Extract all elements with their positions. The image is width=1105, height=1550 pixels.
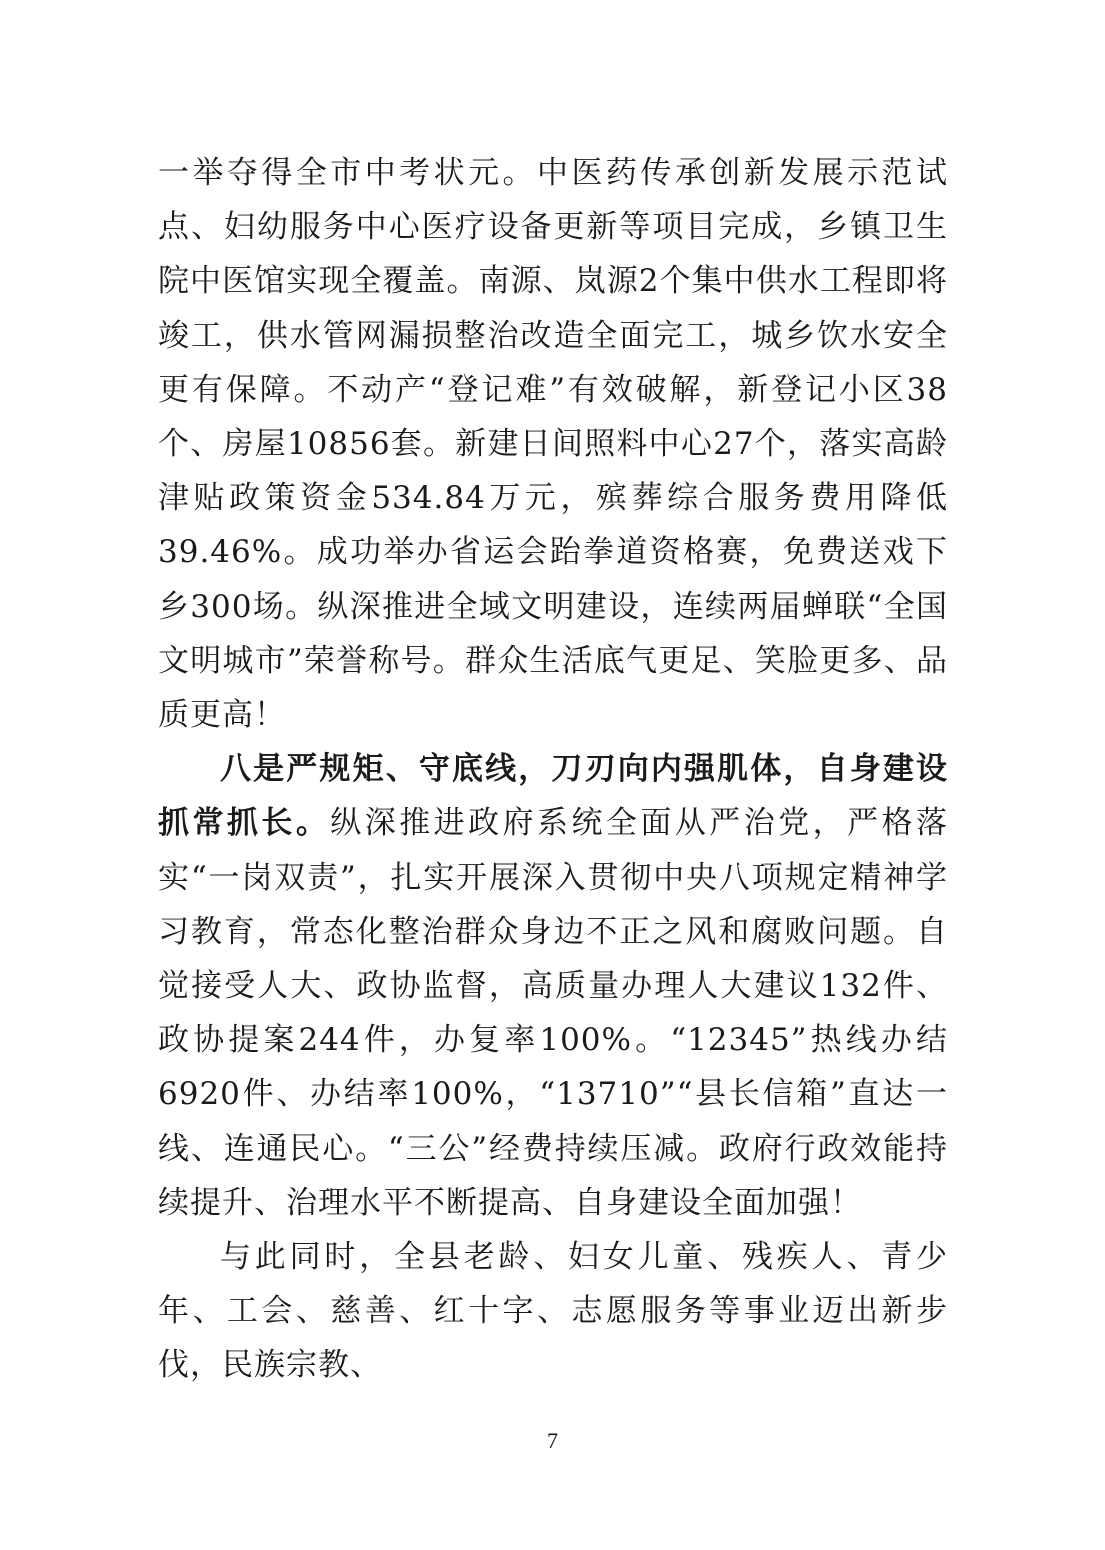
body-text <box>158 146 948 1393</box>
paragraph-1-text: 一举夺得全市中考状元。中医药传承创新发展示范试点、妇幼服务中心医疗设备更新等项目完成，乡镇卫生院中医馆实现全覆盖。南源、岚源2个集中供水工程即将竣工，供水管网漏损整治改造全面完工，城乡饮水安全更有保障。不动产“登记难”有效破解，新登记小区38个、房屋10856套。新建日间照料中心27个，落实高龄津贴政策资金534.84万元，殡葬综合服务费用降低39.46%。成功举办省运会跆拳道资格赛，免费送戏下乡300场。纵深推进全域文明建设，连续两届蝉联“全国文明城市”荣誉称号。群众生活底气更足、笑脸更多、品质更高！ <box>158 155 948 734</box>
paragraph-3-text: 与此同时，全县老龄、妇女儿童、残疾人、青少年、工会、慈善、红十字、志愿服务等事业迈出新步伐，民族宗教、 <box>158 1239 948 1384</box>
paragraph-2-lead: 八是严规矩、守底线，刀刃向内强肌体，自身建设抓常抓长。 <box>158 751 948 842</box>
paragraph-2 <box>158 742 948 1230</box>
paragraph-3 <box>158 1230 948 1393</box>
paragraph-1 <box>158 146 948 742</box>
paragraph-2-text: 纵深推进政府系统全面从严治党，严格落实“一岗双责”，扎实开展深入贯彻中央八项规定精神学习教育，常态化整治群众身边不正之风和腐败问题。自觉接受人大、政协监督，高质量办理人大建议132件、政协提案244件，办复率100%。“12345”热线办结6920件、办结率100%，“13710”“县长信箱”直达一线、连通民心。“三公”经费持续压减。政府行政效能持续提升、治理水平不断提高、自身建设全面加强！ <box>158 805 949 1221</box>
page-number: 7 <box>547 1428 558 1453</box>
